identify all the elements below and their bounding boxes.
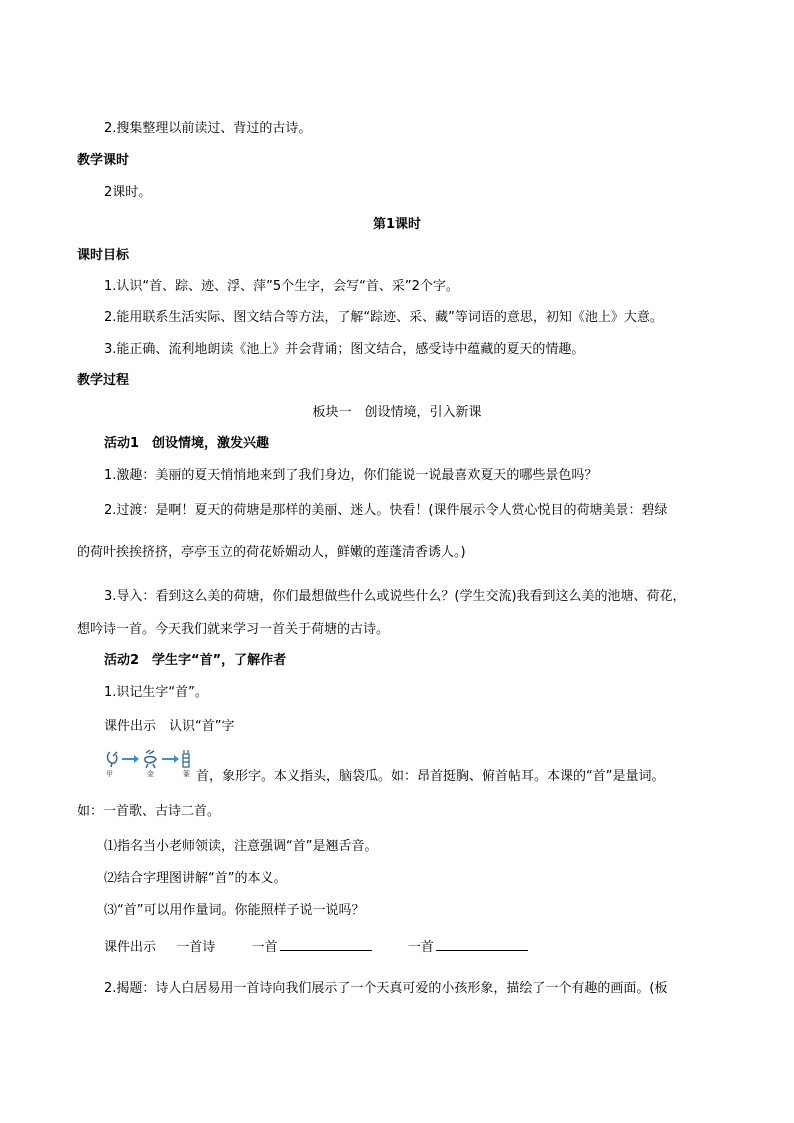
- sub-item-1: ⑴指名当小老师领读，注意强调“首”是翘舌音。: [104, 839, 378, 854]
- glyph-caption-bronze: 金: [147, 770, 154, 778]
- measure-example: 一首诗: [176, 940, 216, 955]
- objective-item-1: 1.认识“首、踪、迹、浮、萍”5个生字，会写“首、采”2个字。: [104, 279, 459, 294]
- activity1-item3-line1: 3.导入：看到这么美的荷塘，你们最想做些什么或说些什么？(学生交流)我看到这么美的池塘、荷花，: [104, 589, 686, 604]
- glyph-evolution-svg: [104, 748, 194, 770]
- process-heading: 教学过程: [77, 373, 130, 388]
- glyph-note-line1: 首，象形字。本义指头，脑袋瓜。如：昂首挺胸、俯首帖耳。本课的“首”是量词。: [196, 769, 665, 784]
- activity1-item3-line2: 想吟诗一首。今天我们就来学习一首关于荷塘的古诗。: [77, 622, 390, 637]
- glyph-evolution-image: [104, 748, 194, 782]
- measure-word-row: [104, 938, 528, 957]
- objective-item-2: 2.能用联系生活实际、图文结合等方法，了解“踪迹、采、藏”等词语的意思，初知《池上》大意。: [104, 310, 663, 325]
- objectives-heading: 课时目标: [77, 248, 130, 263]
- activity1-title: 活动1 创设情境，激发兴趣: [104, 436, 270, 451]
- measure-blank-label-2: 一首: [407, 940, 434, 955]
- activity1-item2-line1: 2.过渡：是啊！夏天的荷塘是那样的美丽、迷人。快看！(课件展示令人赏心悦目的荷塘美景：碧绿: [104, 503, 668, 518]
- glyph-caption-seal: 篆: [183, 770, 190, 778]
- prep-item-2: 2.搜集整理以前读过、背过的古诗。: [104, 121, 312, 136]
- section-title: 板块一 创设情境，引入新课: [312, 405, 482, 420]
- teaching-hours-value: 2课时。: [104, 185, 152, 200]
- glyph-note-line2: 如：一首歌、古诗二首。: [77, 804, 221, 819]
- arrow-right-icon: [162, 755, 179, 763]
- glyph-caption-oracle: 甲: [106, 770, 113, 778]
- objective-item-3: 3.能正确、流利地朗读《池上》并会背诵；图文结合，感受诗中蕴藏的夏天的情趣。: [104, 342, 585, 357]
- activity1-item1: 1.激趣：美丽的夏天悄悄地来到了我们身边，你们能说一说最喜欢夏天的哪些景色吗？: [104, 468, 598, 483]
- courseware-label-2: 课件出示: [104, 940, 157, 955]
- sub-item-3: ⑶“首”可以用作量词。你能照样子说一说吗？: [104, 903, 365, 918]
- oracle-glyph-icon: [108, 752, 117, 767]
- lesson-title: 第1课时: [372, 217, 422, 232]
- teaching-hours-heading: 教学课时: [77, 153, 130, 168]
- bronze-glyph-icon: [145, 750, 156, 768]
- sub-item-2: ⑵结合字理图讲解“首”的本义。: [104, 871, 287, 886]
- activity2-item1: 1.识记生字“首”。: [104, 685, 208, 700]
- activity2-title: 活动2 学生字“首”，了解作者: [104, 653, 287, 668]
- fill-blank-2: [436, 938, 528, 951]
- activity1-item2-line2: 的荷叶挨挨挤挤，亭亭玉立的荷花娇媚动人，鲜嫩的莲蓬清香诱人。): [77, 545, 466, 560]
- fill-blank-1: [280, 938, 372, 951]
- measure-blank-label-1: 一首: [251, 940, 278, 955]
- courseware-label-1: 课件出示 认识“首”字: [104, 719, 235, 734]
- seal-glyph-icon: [183, 750, 189, 767]
- activity2-item2-line1: 2.揭题：诗人白居易用一首诗向我们展示了一个天真可爱的小孩形象，描绘了一个有趣的画面。(板: [104, 981, 668, 996]
- arrow-right-icon: [122, 755, 139, 763]
